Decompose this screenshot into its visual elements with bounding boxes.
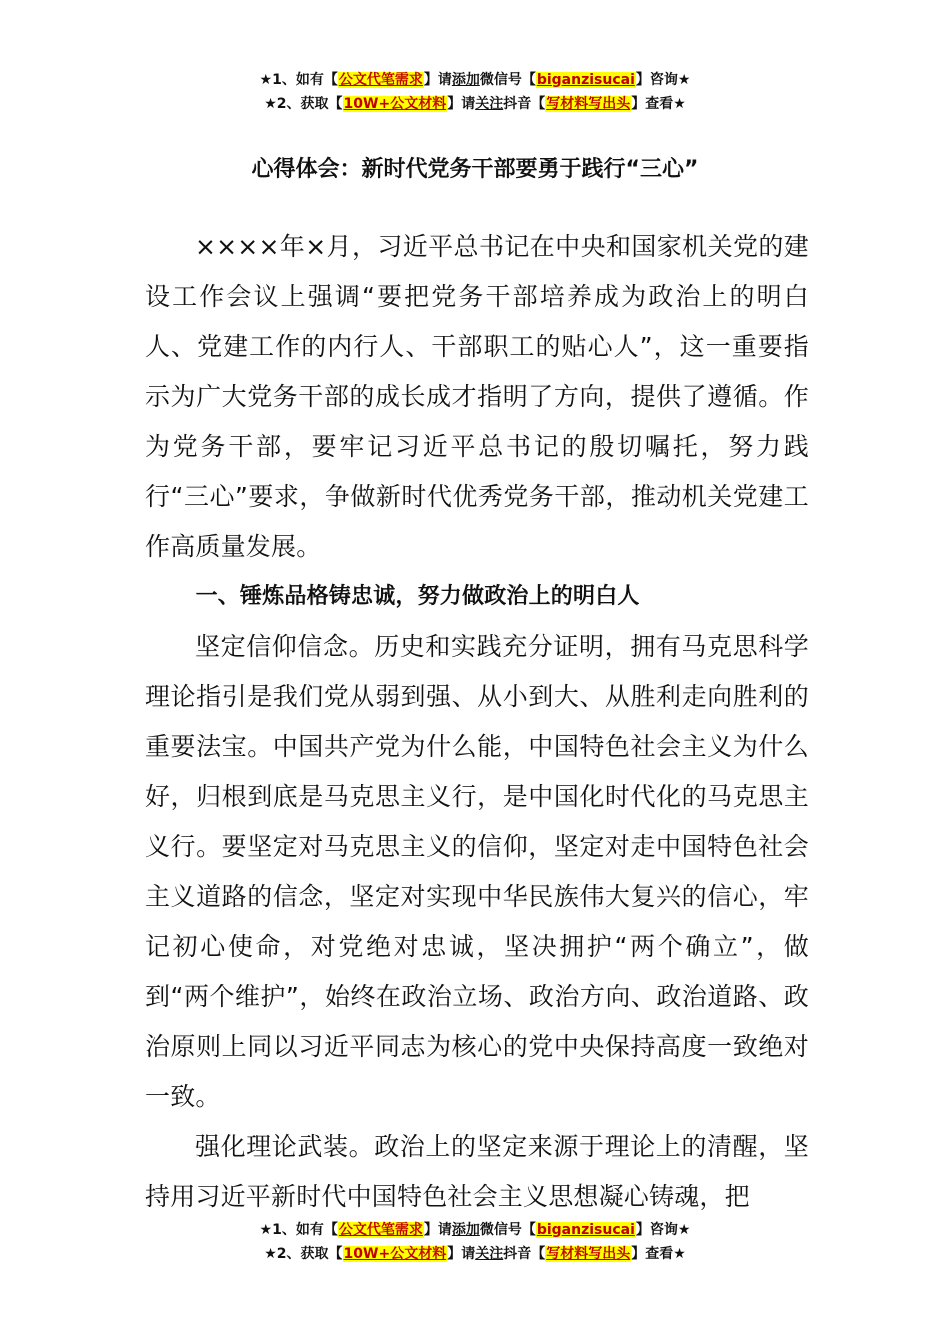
banner-underlined-text: 添加: [451, 72, 480, 88]
banner-text: 微信号【: [479, 1222, 536, 1238]
banner-line-1: [0, 68, 950, 92]
highlight-wechat-id: biganzisucai: [536, 72, 635, 88]
banner-text: 2、获取【: [276, 1246, 343, 1262]
banner-text: 抖音【: [503, 96, 546, 112]
banner-text: 】请: [423, 72, 452, 88]
banner-text: 】请: [423, 1222, 452, 1238]
star-icon: ★: [673, 96, 686, 112]
section-heading-1: 一、锤炼品格铸忠诚，努力做政治上的明白人: [195, 584, 640, 609]
highlight-service: 公文代笔需求: [338, 72, 423, 88]
body-paragraph: 强化理论武装。政治上的坚定来源于理论上的清醒，坚持用习近平新时代中国特色社会主义思想凝心铸魂，把: [145, 1132, 809, 1211]
document-body: [145, 222, 809, 1222]
star-icon: ★: [264, 96, 277, 112]
footer-banner: [0, 1218, 950, 1266]
highlight-douyin: 写材料写出头: [546, 1246, 631, 1262]
banner-line-1: [0, 1218, 950, 1242]
highlight-wechat-id: biganzisucai: [536, 1222, 635, 1238]
star-icon: ★: [264, 1246, 277, 1262]
highlight-materials: 10W+公文材料: [343, 1246, 447, 1262]
star-icon: ★: [259, 72, 273, 88]
banner-text: 1、如有【: [272, 1222, 338, 1238]
highlight-douyin: 写材料写出头: [546, 96, 631, 112]
banner-text: 1、如有【: [272, 72, 338, 88]
banner-text: 】查看: [631, 1246, 674, 1262]
star-icon: ★: [673, 1246, 686, 1262]
star-icon: ★: [677, 72, 691, 88]
document-title: 心得体会：新时代党务干部要勇于践行“三心”: [251, 157, 699, 182]
banner-underlined-text: 关注: [475, 96, 504, 112]
banner-line-2: [0, 1242, 950, 1266]
star-icon: ★: [259, 1222, 273, 1238]
banner-text: 微信号【: [479, 72, 536, 88]
banner-text: 】咨询: [635, 1222, 678, 1238]
highlight-service: 公文代笔需求: [338, 1222, 423, 1238]
banner-text: 】咨询: [635, 72, 678, 88]
star-icon: ★: [677, 1222, 691, 1238]
banner-underlined-text: 添加: [451, 1222, 480, 1238]
banner-line-2: [0, 92, 950, 116]
intro-paragraph: ××××年×月，习近平总书记在中央和国家机关党的建设工作会议上强调“要把党务干部培养成为政治上的明白人、党建工作的内行人、干部职工的贴心人”，这一重要指示为广大党务干部的成长成才指明了方向，提供了遵循。作为党务干部，要牢记习近平总书记的殷切嘱托，努力践行“三心”要求，争做新时代优秀党务干部，推动机关党建工作高质量发展。: [145, 232, 809, 561]
banner-text: 】请: [447, 96, 476, 112]
header-banner: [0, 68, 950, 116]
banner-text: 】查看: [631, 96, 674, 112]
banner-underlined-text: 关注: [475, 1246, 504, 1262]
banner-text: 2、获取【: [276, 96, 343, 112]
banner-text: 】请: [447, 1246, 476, 1262]
banner-text: 抖音【: [503, 1246, 546, 1262]
body-paragraph: 坚定信仰信念。历史和实践充分证明，拥有马克思科学理论指引是我们党从弱到强、从小到大、从胜利走向胜利的重要法宝。中国共产党为什么能，中国特色社会主义为什么好，归根到底是马克思主义行，是中国化时代化的马克思主义行。要坚定对马克思主义的信仰，坚定对走中国特色社会主义道路的信念，坚定对实现中华民族伟大复兴的信心，牢记初心使命，对党绝对忠诚，坚决拥护“两个确立”，做到“两个维护”，始终在政治立场、政治方向、政治道路、政治原则上同以习近平同志为核心的党中央保持高度一致绝对一致。: [145, 632, 809, 1111]
highlight-materials: 10W+公文材料: [343, 96, 447, 112]
